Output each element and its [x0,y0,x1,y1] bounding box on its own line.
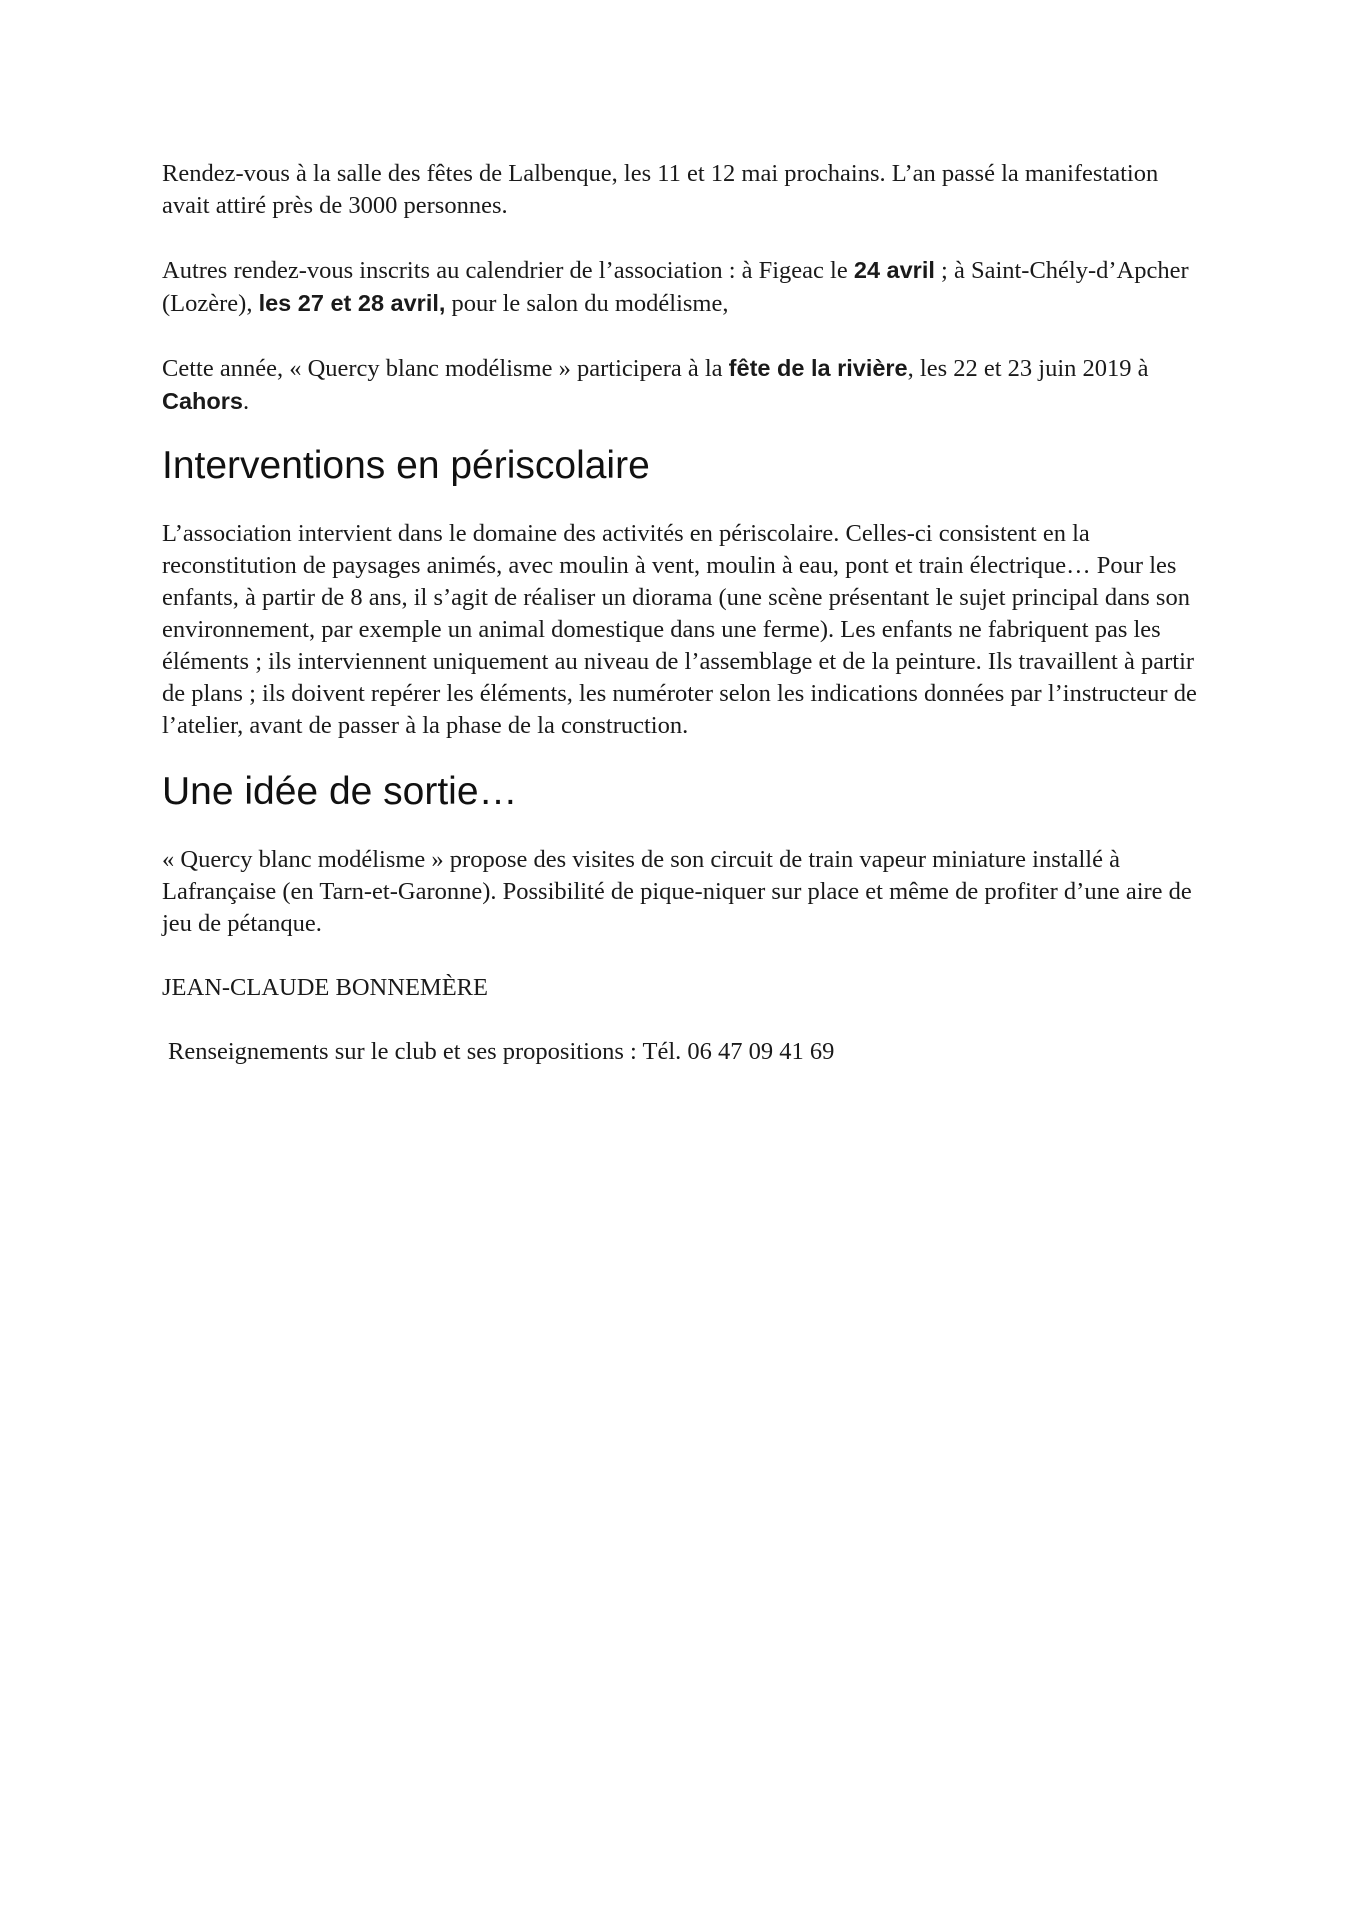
calendar-paragraph [162,254,1202,320]
intro-paragraph: Rendez-vous à la salle des fêtes de Lalbenque, les 11 et 12 mai prochains. L’an passé la manifestation avait attiré près de 3000 personnes. [162,160,1159,219]
calendar-text-2: ; à Saint-Chély-d’Apcher (Lozère), [162,257,1189,317]
riviere-paragraph [162,352,1202,418]
contact-info: Renseignements sur le club et ses propositions : Tél. 06 47 09 41 69 [168,1038,835,1065]
section-body-sortie: « Quercy blanc modélisme » propose des visites de son circuit de train vapeur miniature installé à Lafrançaise (en Tarn-et-Garonne). Possibilité de pique-niquer sur place et même de profiter d’une aire de jeu de pétanque. [162,846,1192,937]
riviere-text-1: Cette année, « Quercy blanc modélisme » participera à la [162,355,729,382]
document-page [162,158,1202,1100]
calendar-text-3: pour le salon du modélisme, [445,290,729,317]
riviere-text-2: , les 22 et 23 juin 2019 à [907,355,1149,382]
calendar-text-1: Autres rendez-vous inscrits au calendrier de l’association : à Figeac le [162,257,854,284]
section-heading-sortie: Une idée de sortie… [162,770,518,813]
riviere-event-name: fête de la rivière [728,355,908,381]
riviere-city: Cahors [162,388,243,414]
calendar-date-figeac: 24 avril [853,257,935,283]
author-signature: JEAN-CLAUDE BONNEMÈRE [162,974,488,1001]
section-body-periscolaire: L’association intervient dans le domaine des activités en périscolaire. Celles-ci consistent en la reconstitution de paysages animés, avec moulin à vent, moulin à eau, pont et train électrique… Pour les enfants, à partir de 8 ans, il s’agit de réaliser un diorama (une scène présentant le sujet principal dans son environnement, par exemple un animal domestique dans une ferme). Les enfants ne fabriquent pas les éléments ; ils interviennent uniquement au niveau de l’assemblage et de la peinture. Ils travaillent à partir de plans ; ils doivent repérer les éléments, les numéroter selon les indications données par l’instructeur de l’atelier, avant de passer à la phase de la construction. [162,520,1197,739]
riviere-text-3: . [242,388,250,415]
section-heading-periscolaire: Interventions en périscolaire [162,444,650,487]
calendar-date-salon: les 27 et 28 avril, [258,290,446,316]
